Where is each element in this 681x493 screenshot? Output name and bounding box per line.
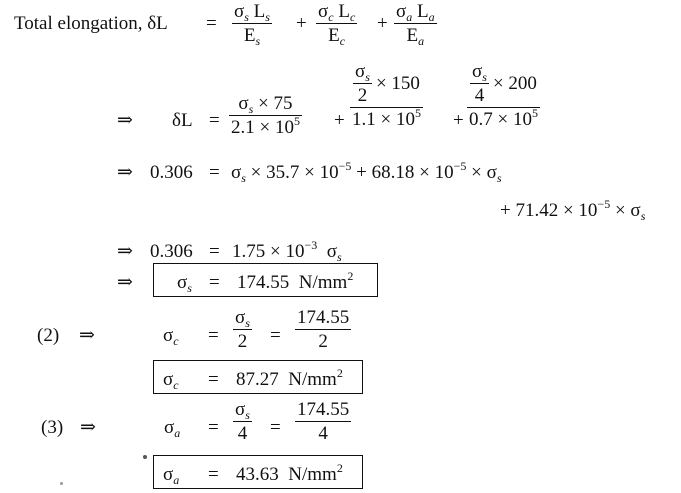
expanded-terms: $\sigma_s \times 35.7 \times 10^{-5} + 68.18 \times 10^{-5} \times \sigma_s$ — [231, 159, 502, 185]
equals-sign: = — [209, 241, 220, 262]
speck-mark — [60, 482, 63, 485]
implies-arrow: ⇒ — [79, 325, 95, 346]
equals-sign: = — [209, 162, 220, 183]
sigma-s-symbol: $\sigma_s$ — [177, 272, 192, 295]
sigma-a-symbol: $\sigma_a$ — [163, 464, 180, 487]
implies-arrow: ⇒ — [117, 272, 133, 293]
fraction-value-over-4: 174.55 4 — [297, 399, 350, 444]
inner-fraction-sigma-over-2: $\frac{\sigma_s}{2}$ — [355, 61, 370, 106]
equals-sign: = — [270, 417, 281, 438]
speck-mark — [143, 455, 147, 459]
plus-sign: + — [453, 110, 464, 131]
total-elongation-label: Total elongation, δL — [14, 13, 168, 34]
implies-arrow: ⇒ — [80, 417, 96, 438]
fraction-sigma-s-over-2: $\sigma_s$ 2 — [235, 307, 250, 352]
copper-stress-value: 87.27 $N/mm^2$ — [236, 366, 343, 390]
fraction-steel-term: $\sigma_s$ $L_s$ $E_s$ — [234, 1, 270, 48]
lhs-value: 0.306 — [150, 241, 193, 262]
delta-l-lhs: δL — [172, 110, 193, 131]
equals-sign: = — [208, 325, 219, 346]
fraction-aluminium-term: $\sigma_a$ $L_a$ $E_a$ — [396, 1, 435, 48]
equals-sign: = — [206, 13, 217, 34]
fraction-copper-substituted: $\frac{\sigma_s}{2}$ × 150 $1.1 \times 10^5$ — [352, 61, 421, 130]
equals-sign: = — [209, 110, 220, 131]
aluminium-stress-value: 43.63 $N/mm^2$ — [236, 461, 343, 485]
plus-sign: + — [296, 13, 307, 34]
equals-sign: = — [208, 417, 219, 438]
sigma-a-symbol: $\sigma_a$ — [164, 417, 181, 440]
plus-sign: + — [377, 13, 388, 34]
step-tag: (2) — [37, 325, 60, 346]
equals-sign: = — [208, 369, 219, 390]
fraction-steel-substituted: $\sigma_s \times 75$ $2.1 \times 10^5$ — [231, 93, 300, 138]
implies-arrow: ⇒ — [117, 162, 133, 183]
steel-stress-value: 174.55 $N/mm^2$ — [237, 269, 354, 293]
continued-term: + $71.42 \times 10^{-5} \times \sigma_s$ — [500, 197, 646, 223]
equals-sign: = — [208, 464, 219, 485]
simplified-rhs: $1.75 \times 10^{-3}$ $\sigma_s$ — [232, 238, 342, 264]
inner-fraction-sigma-over-4: $\frac{\sigma_s}{4}$ — [472, 61, 487, 106]
step-tag: (3) — [41, 417, 64, 438]
sigma-c-symbol: $\sigma_c$ — [163, 325, 179, 348]
fraction-sigma-s-over-4: $\sigma_s$ 4 — [235, 399, 250, 444]
implies-arrow: ⇒ — [117, 110, 133, 131]
equals-sign: = — [209, 272, 220, 293]
fraction-copper-term: $\sigma_c$ $L_c$ $E_c$ — [318, 1, 356, 48]
equals-sign: = — [270, 325, 281, 346]
lhs-value: 0.306 — [150, 162, 193, 183]
fraction-aluminium-substituted: $\frac{\sigma_s}{4}$ × 200 $0.7 \times 10^5$ — [469, 61, 538, 130]
fraction-value-over-2: 174.55 2 — [297, 307, 350, 352]
sigma-c-symbol: $\sigma_c$ — [163, 369, 179, 392]
plus-sign: + — [334, 110, 345, 131]
implies-arrow: ⇒ — [117, 241, 133, 262]
